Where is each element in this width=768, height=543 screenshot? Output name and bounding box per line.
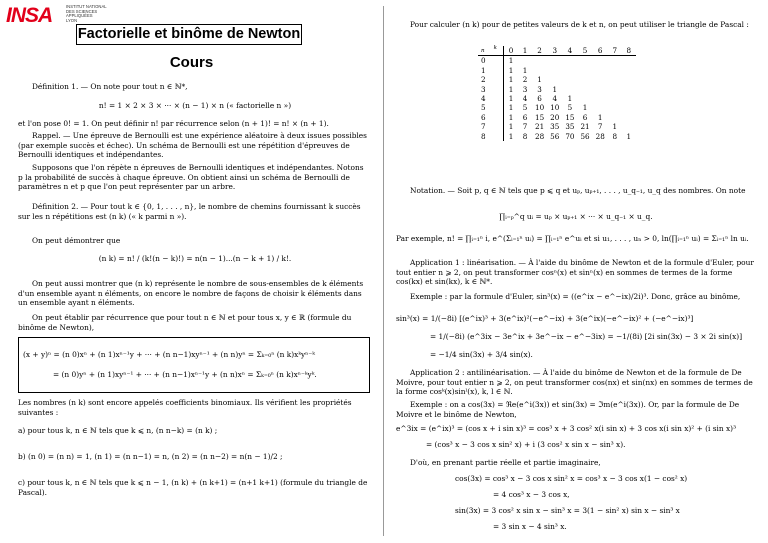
logo-subtitle [66, 5, 107, 23]
pascal-cell: 1 [612, 122, 618, 132]
pascal-cell: 3 [537, 84, 542, 94]
pascal-intro: Pour calculer (n k) pour de petites valeurs de k et n, on peut utiliser le triangle de Pascal : [410, 20, 749, 29]
pascal-cell: 1 [508, 84, 514, 94]
sin-cubed-line-2: = 1/(−8i) (e^3ix − 3e^ix + 3e^−ix − e^−3ix) = −1/(8i) [2i sin(3x) − 3 × 2i sin(x)] [430, 332, 743, 341]
pascal-column-header: 7 [608, 46, 622, 56]
pascal-cell: 28 [535, 131, 545, 141]
pascal-row [478, 103, 636, 112]
pascal-triangle [478, 46, 636, 141]
demo-intro: On peut démontrer que [32, 236, 121, 245]
pascal-cell: 1 [508, 103, 514, 113]
pascal-row [478, 132, 636, 141]
pascal-row [478, 56, 636, 66]
pascal-corner-k: k [493, 45, 497, 52]
application-2-example: Exemple : on a cos(3x) = ℜe(e^i(3x)) et sin(3x) = ℑm(e^i(3x)). Or, par la formule de De Moivre et le binôme de Newton, [396, 400, 740, 419]
pascal-cell: 35 [565, 122, 575, 132]
pascal-cell: 1 [537, 75, 542, 85]
pascal-row [478, 85, 636, 94]
logo-subtitle-line: LYON [66, 17, 78, 23]
property-c: c) pour tous k, n ∈ ℕ tels que k ⩽ n − 1, (n k) + (n k+1) = (n+1 k+1) (formule du triangle de Pascal). [18, 478, 368, 497]
pascal-cell: 6 [537, 94, 542, 104]
pascal-cell: 7 [522, 122, 528, 132]
pascal-cell: 2 [522, 75, 528, 85]
pascal-row-header: 5 [478, 103, 504, 112]
pascal-column-header: 1 [518, 46, 532, 56]
definition-1: Définition 1. — On note pour tout n ∈ ℕ*, [32, 82, 188, 91]
property-b: b) (n 0) = (n n) = 1, (n 1) = (n n−1) = n, (n 2) = (n n−2) = n(n − 1)/2 ; [18, 452, 283, 461]
de-moivre-line-1: e^3ix = (e^ix)³ = (cos x + i sin x)³ = cos³ x + 3 cos² x(i sin x) + 3 cos x(i sin x)² + (i sin x)³ [396, 424, 737, 433]
newton-intro: On peut établir par récurrence que pour tout n ∈ ℕ et pour tous x, y ∈ ℝ (formule du binôme de Newton), [18, 313, 352, 332]
pascal-row [478, 66, 636, 75]
pascal-row-header: 8 [478, 132, 504, 141]
sin-cubed-line-1: sin³(x) = 1/(−8i) [(e^ix)³ + 3(e^ix)²(−e^−ix) + 3(e^ix)(−e^−ix)² + (−e^−ix)³] [396, 314, 694, 323]
section-title: Cours [169, 54, 214, 71]
real-imaginary-intro: D'où, en prenant partie réelle et partie imaginaire, [410, 458, 601, 467]
insa-logo [6, 4, 68, 28]
cos-3x-line-1: cos(3x) = cos³ x − 3 cos x sin² x = cos³ x − 3 cos x(1 − cos² x) [455, 474, 688, 483]
pascal-row [478, 94, 636, 103]
pascal-column-header: 8 [622, 46, 636, 56]
pascal-cell: 1 [508, 122, 514, 132]
pascal-row-header: 2 [478, 75, 504, 84]
sin-3x-line-2: = 3 sin x − 4 sin³ x. [493, 522, 567, 531]
pascal-cell: 8 [612, 131, 618, 141]
pascal-cell: 1 [626, 131, 632, 141]
product-definition: ∏ᵢ₌ₚ^q uᵢ = uₚ × uₚ₊₁ × ··· × u_q₋₁ × u_q. [499, 212, 653, 221]
pascal-corner [478, 46, 504, 56]
property-a: a) pour tous k, n ∈ ℕ tels que k ⩽ n, (n n−k) = (n k) ; [18, 426, 218, 435]
pascal-cell: 7 [597, 122, 603, 132]
pascal-cell: 1 [582, 103, 588, 113]
pascal-cell: 1 [508, 112, 514, 122]
pascal-cell: 20 [550, 112, 560, 122]
pascal-column-header: 0 [504, 46, 519, 56]
application-1: Application 1 : linéarisation. — À l'aide du binôme de Newton et de la formule d'Euler, pour tout entier n ⩾ 2, on peut transformer cosⁿ(x) et sinⁿ(x) en sommes de termes de la forme cos(kx) et sin(kx), k ∈ ℕ*. [396, 258, 754, 287]
pascal-column-header: 3 [547, 46, 562, 56]
pascal-cell: 8 [522, 131, 528, 141]
pascal-cell: 1 [508, 94, 514, 104]
sin-3x-line-1: sin(3x) = 3 cos² x sin x − sin³ x = 3(1 − sin² x) sin x − sin³ x [455, 506, 680, 515]
column-divider [383, 6, 384, 536]
pascal-cell: 5 [567, 103, 573, 113]
pascal-cell: 1 [552, 84, 558, 94]
pascal-cell: 3 [522, 84, 528, 94]
pascal-column-header: 2 [532, 46, 547, 56]
application-2: Application 2 : antilinéarisation. — À l'aide du binôme de Newton et de la formule de De Moivre, pour tout entier n ⩾ 2, on peut transformer cos(nx) et sin(nx) en sommes de termes de la forme cosᵏ(x)sinˡ(x), k, l ∈ ℕ. [396, 368, 753, 397]
binomial-coefficient-formula: (n k) = n! / (k!(n − k)!) = n(n − 1)...(n − k + 1) / k!. [98, 254, 292, 263]
pascal-cell: 4 [522, 94, 528, 104]
binomial-theorem-line-2: = (n 0)yⁿ + (n 1)xyⁿ⁻¹ + ··· + (n n−1)xⁿ⁻¹y + (n n)xⁿ = Σₖ₌₀ⁿ (n k)xⁿ⁻ᵏyᵏ. [53, 370, 317, 379]
pascal-row [478, 75, 636, 84]
de-moivre-line-2: = (cos³ x − 3 cos x sin² x) + i (3 cos² x sin x − sin³ x). [426, 440, 626, 449]
coefficients-paragraph: Les nombres (n k) sont encore appelés coefficients binomiaux. Ils vérifient les propriétés suivantes : [18, 398, 352, 417]
pascal-cell: 10 [535, 103, 545, 113]
pascal-row-header: 0 [478, 56, 504, 66]
pascal-header-row [478, 46, 636, 56]
pascal-cell: 1 [597, 112, 603, 122]
pascal-cell: 6 [522, 112, 528, 122]
pascal-cell: 1 [567, 94, 573, 104]
application-1-example: Exemple : par la formule d'Euler, sin³(x) = ((e^ix − e^−ix)/2i)³. Donc, grâce au binôme, [410, 292, 741, 301]
pascal-cell: 15 [535, 112, 545, 122]
rappel-paragraph: Rappel. — Une épreuve de Bernoulli est une expérience aléatoire à deux issues possibles (par exemple succès et échec). Un schéma de Bernoulli est une répétition d'épreuves de Bernoulli identiques et indépendantes. [18, 131, 367, 160]
pascal-row [478, 113, 636, 122]
pascal-column-header: 5 [577, 46, 592, 56]
bernoulli-paragraph: Supposons que l'on répète n épreuves de Bernoulli identiques et indépendantes. Notons p la probabilité de succès à chaque épreuve. On obtient ainsi un schéma de Bernoulli de paramètres n et p que l'on peut représenter par un arbre. [18, 163, 364, 192]
factorial-recurrence: et l'on pose 0! = 1. On peut définir n! par récurrence selon (n + 1)! = n! × (n + 1). [18, 119, 329, 128]
pascal-cell: 1 [508, 75, 514, 85]
binomial-theorem-box [18, 337, 370, 393]
logo-subtitle-line: APPLIQUÉES [66, 13, 93, 19]
logo-word: INSA [6, 4, 53, 27]
pascal-cell: 6 [582, 112, 588, 122]
pascal-cell: 70 [565, 131, 575, 141]
logo-subtitle-line: INSTITUT NATIONAL [66, 4, 107, 9]
pascal-cell: 10 [550, 103, 560, 113]
pascal-cell: 1 [522, 65, 528, 75]
pascal-row-header: 3 [478, 85, 504, 94]
binomial-theorem-line-1: (x + y)ⁿ = (n 0)xⁿ + (n 1)xⁿ⁻¹y + ··· + (n n−1)xyⁿ⁻¹ + (n n)yⁿ = Σₖ₌₀ⁿ (n k)xᵏyⁿ⁻ᵏ [23, 350, 315, 359]
definition-2: Définition 2. — Pour tout k ∈ {0, 1, . . . , n}, le nombre de chemins fournissant k succès sur les n répétitions est (n k) (« k parmi n »). [18, 202, 361, 221]
pascal-row [478, 122, 636, 131]
pascal-cell: 15 [565, 112, 575, 122]
pascal-cell: 5 [522, 103, 528, 113]
pascal-cell: 1 [508, 131, 514, 141]
pascal-cell: 28 [595, 131, 605, 141]
pascal-cell: 35 [550, 122, 560, 132]
cos-3x-line-2: = 4 cos³ x − 3 cos x, [493, 490, 570, 499]
pascal-cell: 1 [508, 56, 514, 66]
notation-paragraph: Notation. — Soit p, q ∈ ℕ tels que p ⩽ q et uₚ, uₚ₊₁, . . . , u_q₋₁, u_q des nombres. On note [410, 186, 746, 195]
pascal-corner-n: n [481, 47, 485, 54]
pascal-row-header: 6 [478, 113, 504, 122]
pascal-row-header: 7 [478, 122, 504, 131]
pascal-row-header: 4 [478, 94, 504, 103]
pascal-column-header: 6 [593, 46, 608, 56]
pascal-cell: 4 [552, 94, 558, 104]
pascal-cell: 56 [550, 131, 560, 141]
sin-cubed-line-3: = −1/4 sin(3x) + 3/4 sin(x). [430, 350, 533, 359]
pascal-row-header: 1 [478, 66, 504, 75]
pascal-cell: 1 [508, 65, 514, 75]
pascal-cell: 21 [535, 122, 545, 132]
pascal-column-header: 4 [562, 46, 577, 56]
logo-subtitle-line: DES SCIENCES [66, 8, 98, 14]
pascal-cell: 21 [580, 122, 590, 132]
subsets-paragraph: On peut aussi montrer que (n k) représente le nombre de sous-ensembles de k éléments d'un ensemble ayant n éléments, on encore le nombre de façons de choisir k éléments dans un ensemble ayant n éléments. [18, 279, 364, 308]
pascal-cell: 56 [580, 131, 590, 141]
product-examples: Par exemple, n! = ∏ᵢ₌₁ⁿ i, e^(Σᵢ₌₁ⁿ uᵢ) = ∏ᵢ₌₁ⁿ e^uᵢ et si u₁, . . . , uₙ > 0, ln(∏ᵢ₌₁ⁿ uᵢ) = Σᵢ₌₁ⁿ ln uᵢ. [396, 234, 749, 243]
document-title: Factorielle et binôme de Newton [76, 24, 302, 45]
factorial-formula: n! = 1 × 2 × 3 × ··· × (n − 1) × n (« factorielle n ») [98, 101, 292, 110]
